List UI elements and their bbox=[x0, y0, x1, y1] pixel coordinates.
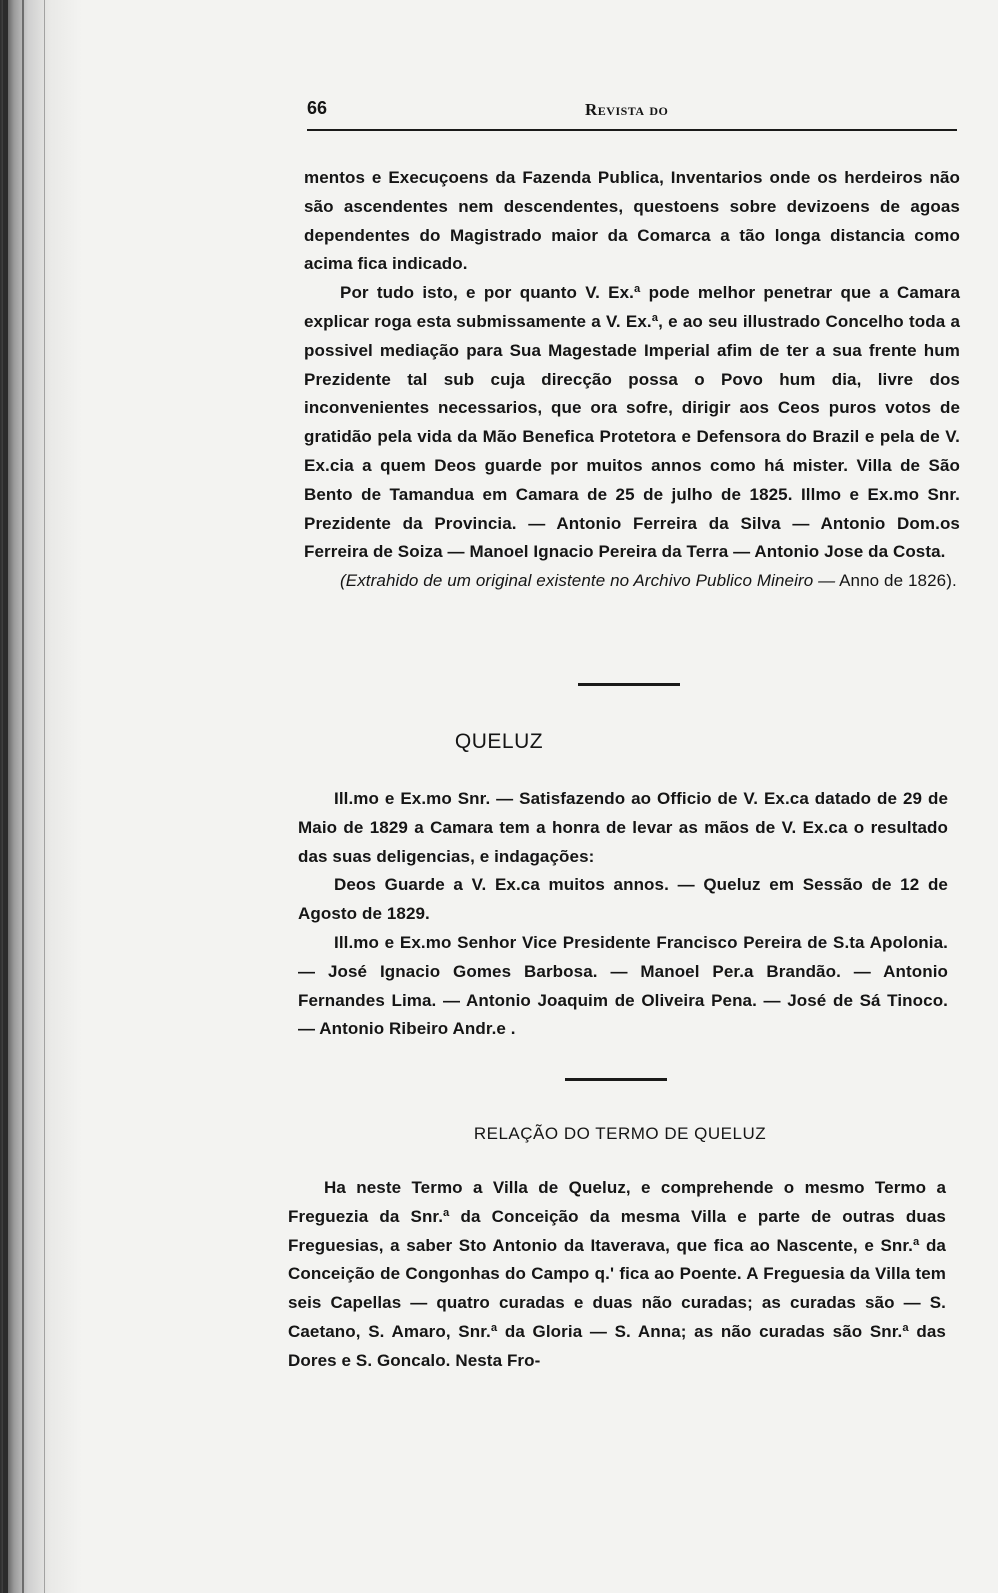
paragraph: Por tudo isto, e por quanto V. Ex.ª pode melhor penetrar que a Camara explicar roga esta submissamente a V. Ex.ª, e ao seu illustrado Concelho toda a possivel mediação para Sua Magestade Imperial afim de ter a sua frente hum Prezidente tal sub cuja direcção possa o Povo hum dia, livre dos inconvenientes necessarios, que ora sofre, dirigir aos Ceos puros votos de gratidão pela vida da Mão Benefica Protetora e Defensora do Brazil e pela de V. Ex.cia a quem Deos guarde por muitos annos como há mister. Villa de São Bento de Tamandua em Camara de 25 de julho de 1825. Illmo e Ex.mo Snr. Prezidente da Provincia. — Antonio Ferreira da Silva — Antonio Dom.os Ferreira de Soiza — Manoel Ignacio Pereira da Terra — Antonio Jose da Costa. bbox=[304, 283, 960, 562]
binding-line bbox=[44, 0, 45, 1593]
paragraph: Ha neste Termo a Villa de Queluz, e comprehende o mesmo Termo a Freguezia da Snr.ª da Conceição da mesma Villa e parte de outras duas Freguesias, a saber Sto Antonio da Itaverava, que fica ao Nascente, e Snr.ª da Conceição de Congonhas do Campo q.' fica ao Poente. A Freguesia da Villa tem seis Capellas — quatro curadas e duas não curadas; as curadas são — S. Caetano, S. Amaro, Snr.ª da Gloria — S. Anna; as não curadas são Snr.ª das Dores e S. Goncalo. Nesta Fro- bbox=[288, 1178, 946, 1370]
citation-end: Anno de 1826). bbox=[835, 571, 957, 591]
citation-italic: (Extrahido de um original existente no Archivo Publico Mineiro — bbox=[340, 571, 836, 591]
section-title: RELAÇÃO DO TERMO DE QUELUZ bbox=[473, 1124, 767, 1143]
page-number: 66 bbox=[307, 98, 328, 118]
binding-line bbox=[22, 0, 24, 1593]
paragraph: Deos Guarde a V. Ex.ca muitos annos. — Queluz em Sessão de 12 de Agosto de 1829. bbox=[298, 875, 948, 924]
page-header bbox=[307, 96, 957, 130]
header-rule bbox=[307, 129, 957, 131]
section-relacao bbox=[288, 1174, 946, 1376]
running-head: Revista do bbox=[585, 100, 669, 119]
binding-edge bbox=[3, 0, 8, 1593]
paragraph: Ill.mo e Ex.mo Senhor Vice Presidente Francisco Pereira de S.ta Apolonia. — José Ignacio Gomes Barbosa. — Manoel Per.a Brandão. — Antonio Fernandes Lima. — Antonio Joaquim de Oliveira Pena. — José de Sá Tinoco. — Antonio Ribeiro Andr.e . bbox=[298, 932, 948, 1039]
section-continuation bbox=[304, 164, 960, 596]
section-divider bbox=[565, 1078, 667, 1081]
paragraph: Ill.mo e Ex.mo Snr. — Satisfazendo ao Officio de V. Ex.ca datado de 29 de Maio de 1829 a Camara tem a honra de levar as mãos de V. Ex.ca o resultado das suas deligencias, e indagações: bbox=[298, 789, 948, 866]
paragraph: mentos e Execuçoens da Fazenda Publica, Inventarios onde os herdeiros não são ascendentes nem descendentes, questoens sobre devizoens de agoas dependentes do Magistrado maior da Comarca a tão longa distancia como acima fica indicado. bbox=[304, 168, 960, 274]
citation bbox=[304, 567, 960, 596]
section-divider bbox=[578, 683, 680, 686]
book-gutter-shadow bbox=[0, 0, 82, 1593]
section-title: QUELUZ bbox=[454, 730, 544, 753]
section-queluz bbox=[298, 785, 948, 1044]
